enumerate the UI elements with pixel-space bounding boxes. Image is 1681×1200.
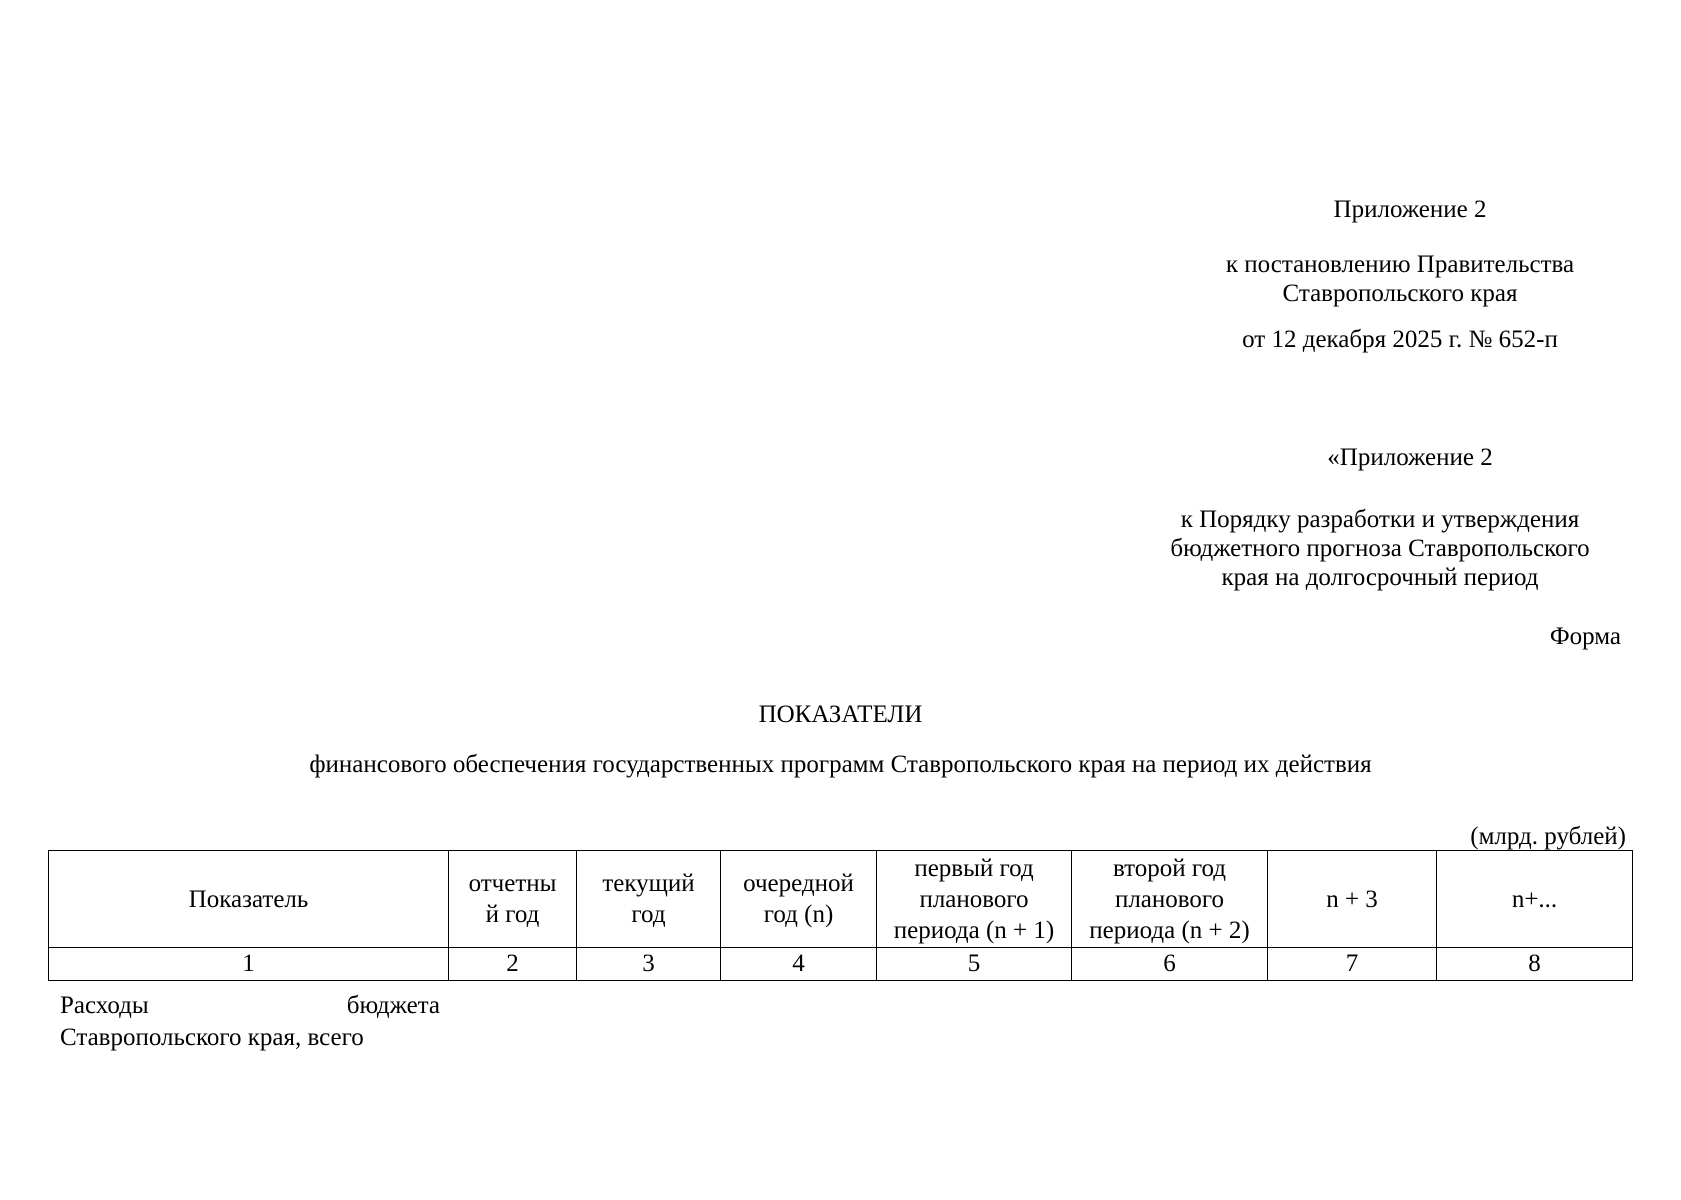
annex-reference-line: к постановлению Правительства: [1225, 251, 1575, 278]
expenses-word: Расходы: [60, 992, 149, 1019]
column-header-line: второй год: [1112, 854, 1227, 882]
quoted-annex-reference-line: бюджетного прогноза Ставропольского: [1170, 535, 1590, 562]
column-header-line: год: [631, 901, 666, 928]
column-header-line: планового: [919, 885, 1029, 913]
expenses-word: бюджета: [346, 992, 440, 1019]
column-number: 8: [1437, 948, 1633, 981]
column-number: 2: [449, 948, 577, 981]
column-header-line: Показатель: [188, 885, 309, 913]
column-header-n-plus-more: [1437, 851, 1633, 948]
annex-reference-line: Ставропольского края: [1282, 280, 1518, 307]
column-header-current-year: [577, 851, 721, 948]
quoted-annex-title: «Приложение 2: [1327, 444, 1493, 471]
column-header-line: первый год: [914, 854, 1034, 882]
form-label: Форма: [1549, 623, 1621, 650]
expenses-row-label-line: [60, 990, 440, 1022]
annex-title: Приложение 2: [1333, 196, 1487, 223]
annex-reference: [1160, 250, 1640, 308]
indicators-table: [48, 850, 1633, 981]
column-header-line: планового: [1114, 885, 1225, 913]
column-number: 7: [1268, 948, 1437, 981]
column-header-line: год (n): [763, 901, 834, 928]
column-header-plan-year-1: [877, 851, 1072, 948]
document-subtitle: финансового обеспечения государственных программ Ставропольского края на период их действия: [309, 751, 1372, 778]
units-label: (млрд. рублей): [1470, 823, 1626, 850]
column-header-next-year: [721, 851, 877, 948]
expenses-row-label: [60, 990, 440, 1054]
quoted-annex-reference-line: к Порядку разработки и утверждения: [1180, 506, 1580, 533]
column-number: 3: [577, 948, 721, 981]
column-header-indicator: [49, 851, 449, 948]
column-header-line: текущий: [602, 870, 695, 897]
quoted-annex-reference: [1130, 505, 1630, 592]
column-numbering-row: [49, 948, 1633, 981]
annex-date: от 12 декабря 2025 г. № 652-п: [1242, 326, 1558, 353]
column-number: 1: [49, 948, 449, 981]
document-title: ПОКАЗАТЕЛИ: [758, 701, 923, 728]
column-header-line: n + 3: [1326, 885, 1378, 913]
quoted-annex-reference-line: края на долгосрочный период: [1221, 564, 1539, 591]
column-number: 4: [721, 948, 877, 981]
table-header-row: [49, 851, 1633, 948]
column-number: 6: [1072, 948, 1268, 981]
expenses-row-label-line: Ставропольского края, всего: [60, 1024, 364, 1051]
column-header-line: очередной: [743, 870, 854, 897]
column-header-line: n+...: [1511, 885, 1558, 913]
column-header-reporting-year: [449, 851, 577, 948]
column-header-line: отчетны: [468, 870, 557, 897]
column-header-plan-year-2: [1072, 851, 1268, 948]
column-number: 5: [877, 948, 1072, 981]
column-header-n-plus-3: [1268, 851, 1437, 948]
column-header-line: й год: [485, 901, 540, 928]
column-header-line: периода (n + 2): [1089, 916, 1250, 944]
column-header-line: периода (n + 1): [893, 916, 1055, 944]
